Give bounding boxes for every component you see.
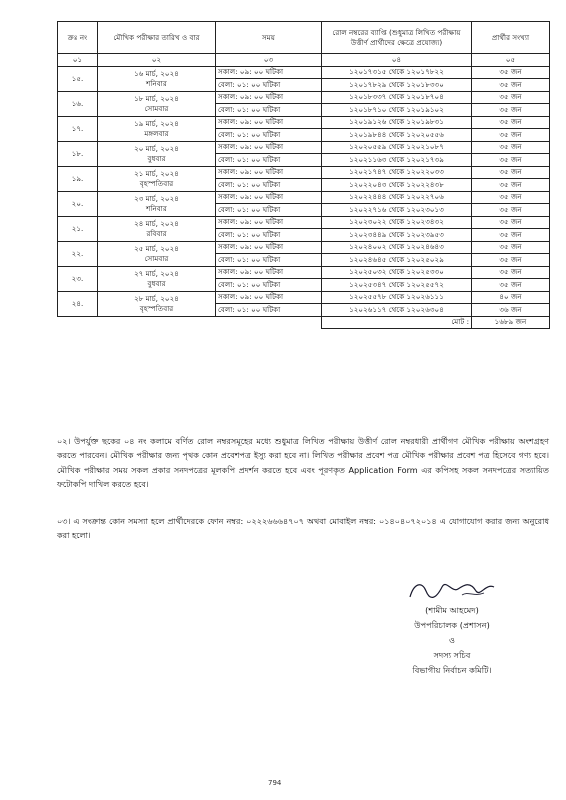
page-number: 794 (268, 779, 282, 787)
time-cell: বেলা: ০১: ০০ ঘটিকা (216, 279, 322, 292)
time-cell: সকাল: ০৯: ০০ ঘটিকা (216, 141, 322, 154)
time-cell: বেলা: ০১: ০০ ঘটিকা (216, 304, 322, 317)
exam-day: বৃহস্পতিবার (139, 178, 174, 188)
header-serial: ক্রঃ নং (58, 22, 98, 54)
exam-day: বুধবার (147, 278, 166, 288)
roll-range-cell: ১২০২৫৫৭৮ থেকে ১২০২৬১১১ (322, 291, 472, 304)
col-num-5: ০৫ (472, 54, 550, 67)
date-day-cell (98, 291, 216, 316)
exam-date: ২৪ মার্চ, ২০২৪ (134, 218, 179, 228)
table-row (58, 291, 550, 304)
signatory-committee: বিভাগীয় নির্বাচন কমিটি। (412, 665, 492, 675)
signatory-conjunction: ও (448, 635, 456, 645)
candidate-count-cell: ৩৫ জন (472, 216, 550, 229)
candidate-count-cell: ৩৫ জন (472, 154, 550, 167)
date-day-cell (98, 191, 216, 216)
date-day-cell (98, 216, 216, 241)
serial-cell: ১৭. (58, 116, 98, 141)
candidate-count-cell: ৩৫ জন (472, 129, 550, 142)
exam-day: সোমবার (144, 103, 169, 113)
signature-scribble (392, 573, 512, 603)
candidate-count-cell: ৩৫ জন (472, 66, 550, 79)
date-day-cell (98, 166, 216, 191)
candidate-count-cell: ৩৬ জন (472, 304, 550, 317)
candidate-count-cell: ৩৫ জন (472, 266, 550, 279)
table-row (58, 66, 550, 79)
serial-cell: ১৫. (58, 66, 98, 91)
roll-range-cell: ১২০২৪০০২ থেকে ১২০২৪৬৪৩ (322, 241, 472, 254)
roll-range-cell: ১২০২৫৩৪৭ থেকে ১২০২৫৫৭২ (322, 279, 472, 292)
roll-range-cell: ১২০২১১৬৩ থেকে ১২০২১৭৩৯ (322, 154, 472, 167)
total-row (58, 316, 550, 329)
candidate-count-cell: ৩৫ জন (472, 141, 550, 154)
header-candidate-count: প্রার্থীর সংখ্যা (472, 22, 550, 54)
total-value: ১৬৮৯ জন (472, 316, 550, 329)
candidate-count-cell: ৩৫ জন (472, 179, 550, 192)
time-cell: বেলা: ০১: ০০ ঘটিকা (216, 129, 322, 142)
instruction-paragraph-2: ০২। উপর্যুক্ত ছকের ০৪ নং কলামে বর্ণিত রোল নম্বরসমূহের মধ্যে শুধুমাত্র লিখিত পরীক্ষায় উত্তীর্ণ রোল নম্বরধারী প্রার্থীগণ মৌখিক পরীক্ষায় অংশগ্রহণ করতে পারবেন। মৌখিক পরীক্ষার জন্য পৃথক কোন প্রবেশপত্র ইস্যু করা হবে না। লিখিত পরীক্ষার প্রবেশ পত্র মৌখিক পরীক্ষার প্রবেশ পত্র হিসেবে গণ্য হবে। মৌখিক পরীক্ষার সময় সকল প্রকার সনদপত্রের মূলকপি প্রদর্শন করতে হবে এবং পূরণকৃত Application Form এর কপিসহ সকল সনদপত্রের সত্যায়িত ফটোকপি দাখিল করতে হবে। (57, 436, 549, 490)
roll-range-cell: ১২০২৬১১৭ থেকে ১২০২৬৩০৪ (322, 304, 472, 317)
table-row (58, 141, 550, 154)
exam-date: ২৩ মার্চ, ২০২৪ (134, 193, 179, 203)
exam-schedule-table (57, 21, 550, 329)
signature-block (392, 573, 512, 678)
candidate-count-cell: ৩৫ জন (472, 229, 550, 242)
roll-range-cell: ১২০১৮৩৩৭ থেকে ১২০১৮৭০৪ (322, 91, 472, 104)
col-num-1: ০১ (58, 54, 98, 67)
header-time: সময় (216, 22, 322, 54)
time-cell: বেলা: ০১: ০০ ঘটিকা (216, 179, 322, 192)
total-label: মোট : (322, 316, 472, 329)
candidate-count-cell: ৩৫ জন (472, 116, 550, 129)
time-cell: সকাল: ০৯: ০০ ঘটিকা (216, 91, 322, 104)
exam-date: ২৮ মার্চ, ২০২৪ (134, 293, 179, 303)
table-row (58, 216, 550, 229)
serial-cell: ১৮. (58, 141, 98, 166)
date-day-cell (98, 66, 216, 91)
table-row (58, 191, 550, 204)
date-day-cell (98, 91, 216, 116)
roll-range-cell: ১২০১৯১২৬ থেকে ১২০১৯৮৩১ (322, 116, 472, 129)
exam-date: ২৫ মার্চ, ২০২৪ (134, 243, 179, 253)
candidate-count-cell: ৩৫ জন (472, 254, 550, 267)
exam-date: ২৭ মার্চ, ২০২৪ (134, 268, 179, 278)
instruction-paragraph-3: ০৩। এ সংক্রান্ত কোন সমস্যা হলে প্রার্থীদেরকে ফোন নম্বর: ০২২২৬৬৬৪৭০৭ অথবা মোবাইল নম্বর: ০১৪০৪০৭২০১৪ এ যোগাযোগ করার জন্য অনুরোধ করা হলো। (57, 516, 549, 541)
candidate-count-cell: ৩৫ জন (472, 79, 550, 92)
roll-range-cell: ১২০২৫০৩২ থেকে ১২০২৫৩৩০ (322, 266, 472, 279)
roll-range-cell: ১২০১৭৮২৯ থেকে ১২০১৮৩৩০ (322, 79, 472, 92)
candidate-count-cell: ৩৫ জন (472, 279, 550, 292)
exam-date: ১৯ মার্চ, ২০২৪ (134, 118, 179, 128)
table-row (58, 166, 550, 179)
time-cell: সকাল: ০৯: ০০ ঘটিকা (216, 191, 322, 204)
roll-range-cell: ১২০২২৭১৬ থেকে ১২০২৩০১৩ (322, 204, 472, 217)
serial-cell: ২৪. (58, 291, 98, 316)
exam-day: শনিবার (146, 203, 167, 213)
roll-range-cell: ১২০১৭৩১৫ থেকে ১২০১৭৮২২ (322, 66, 472, 79)
serial-cell: ২৩. (58, 266, 98, 291)
serial-cell: ২১. (58, 216, 98, 241)
col-num-2: ০২ (98, 54, 216, 67)
roll-range-cell: ১২০২০৫৫৯ থেকে ১২০২১০৮৭ (322, 141, 472, 154)
roll-range-cell: ১২০২৩৪৪৯ থেকে ১২০২৩৯৫৩ (322, 229, 472, 242)
header-roll-range: রোল নম্বরের ব্যাপ্তি (শুধুমাত্র লিখিত পরীক্ষায় উত্তীর্ণ প্রার্থীদের ক্ষেত্রে প্রযোজ্য) (322, 22, 472, 54)
time-cell: সকাল: ০৯: ০০ ঘটিকা (216, 216, 322, 229)
candidate-count-cell: ৩৫ জন (472, 191, 550, 204)
time-cell: বেলা: ০১: ০০ ঘটিকা (216, 154, 322, 167)
candidate-count-cell: ৩৫ জন (472, 204, 550, 217)
exam-day: বুধবার (147, 153, 166, 163)
column-number-row (58, 54, 550, 67)
date-day-cell (98, 241, 216, 266)
serial-cell: ২০. (58, 191, 98, 216)
time-cell: বেলা: ০১: ০০ ঘটিকা (216, 79, 322, 92)
exam-date: ১৮ মার্চ, ২০২৪ (134, 93, 179, 103)
roll-range-cell: ১২০২৪৬৪৫ থেকে ১২০২৫০২৯ (322, 254, 472, 267)
time-cell: বেলা: ০১: ০০ ঘটিকা (216, 104, 322, 117)
date-day-cell (98, 116, 216, 141)
serial-cell: ২২. (58, 241, 98, 266)
col-num-4: ০৪ (322, 54, 472, 67)
handwritten-signature (392, 573, 512, 603)
signatory-designation: উপপরিচালক (প্রশাসন) (414, 620, 490, 630)
exam-day: বৃহস্পতিবার (139, 303, 174, 313)
time-cell: বেলা: ০১: ০০ ঘটিকা (216, 229, 322, 242)
signatory-role: সদস্য সচিব (433, 650, 471, 660)
exam-date: ২০ মার্চ, ২০২৪ (134, 143, 179, 153)
signatory-name: (শামীম আহমেদ) (425, 605, 479, 615)
roll-range-cell: ১২০২২৪৪৪ থেকে ১২০২২৭০৬ (322, 191, 472, 204)
time-cell: সকাল: ০৯: ০০ ঘটিকা (216, 291, 322, 304)
serial-cell: ১৯. (58, 166, 98, 191)
table-row (58, 241, 550, 254)
candidate-count-cell: ৩৫ জন (472, 166, 550, 179)
candidate-count-cell: ৩৫ জন (472, 91, 550, 104)
header-date-day: মৌখিক পরীক্ষার তারিখ ও বার (98, 22, 216, 54)
roll-range-cell: ১২০২১৭৪৭ থেকে ১২০২২০৩৩ (322, 166, 472, 179)
col-num-3: ০৩ (216, 54, 322, 67)
header-row (58, 22, 550, 54)
date-day-cell (98, 141, 216, 166)
time-cell: বেলা: ০১: ০০ ঘটিকা (216, 204, 322, 217)
serial-cell: ১৬. (58, 91, 98, 116)
exam-day: সোমবার (144, 253, 169, 263)
exam-date: ১৬ মার্চ, ২০২৪ (134, 68, 179, 78)
total-blank (58, 316, 322, 329)
candidate-count-cell: ৪০ জন (472, 291, 550, 304)
time-cell: সকাল: ০৯: ০০ ঘটিকা (216, 66, 322, 79)
exam-day: রবিবার (146, 228, 167, 238)
roll-range-cell: ১২০২৩০২২ থেকে ১২০২৩৪৩২ (322, 216, 472, 229)
table-row (58, 116, 550, 129)
roll-range-cell: ১২০২২০৪৩ থেকে ১২০২২৪৩৮ (322, 179, 472, 192)
roll-range-cell: ১২০১৮৭১০ থেকে ১২০১৯১০২ (322, 104, 472, 117)
candidate-count-cell: ৩৫ জন (472, 241, 550, 254)
table-row (58, 266, 550, 279)
table-row (58, 91, 550, 104)
candidate-count-cell: ৩৫ জন (472, 104, 550, 117)
time-cell: বেলা: ০১: ০০ ঘটিকা (216, 254, 322, 267)
exam-day: শনিবার (146, 78, 167, 88)
exam-day: মঙ্গলবার (144, 128, 169, 138)
exam-date: ২১ মার্চ, ২০২৪ (134, 168, 179, 178)
time-cell: সকাল: ০৯: ০০ ঘটিকা (216, 116, 322, 129)
time-cell: সকাল: ০৯: ০০ ঘটিকা (216, 166, 322, 179)
time-cell: সকাল: ০৯: ০০ ঘটিকা (216, 241, 322, 254)
schedule-body (58, 66, 550, 329)
time-cell: সকাল: ০৯: ০০ ঘটিকা (216, 266, 322, 279)
roll-range-cell: ১২০১৯৮৪৪ থেকে ১২০২০৫৫৬ (322, 129, 472, 142)
date-day-cell (98, 266, 216, 291)
